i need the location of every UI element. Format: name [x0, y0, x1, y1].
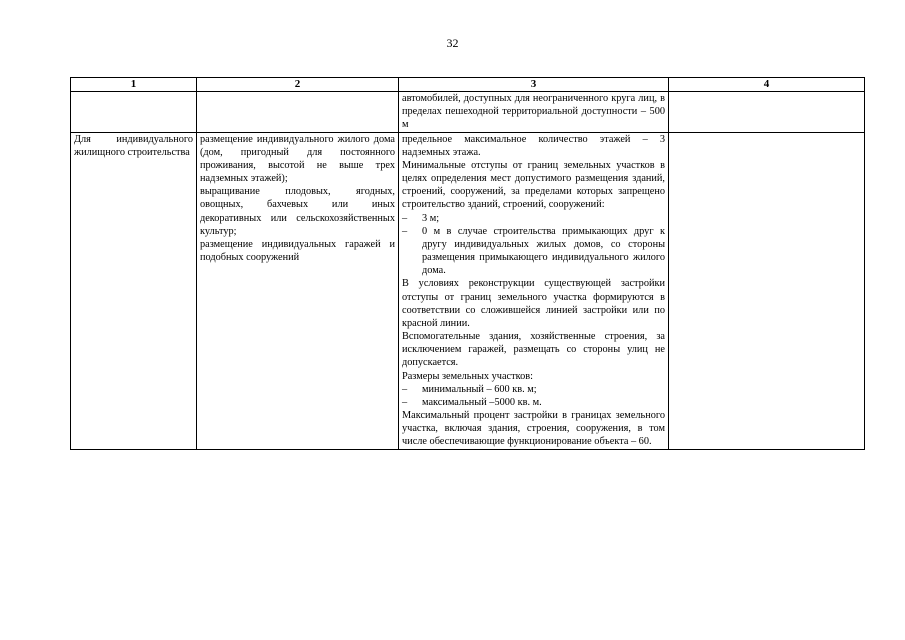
row2-col4	[669, 132, 865, 449]
list-item	[402, 396, 665, 409]
setback-intro-text: Минимальные отступы от границ земельных участков в целях определения мест допустимого размещения зданий, строений, сооружений, за пределами которых запрещено строительство зданий, строений, сооружений:	[402, 159, 665, 211]
header-cell-3: 3	[399, 78, 669, 92]
plot-size-min: минимальный – 600 кв. м;	[422, 383, 537, 395]
max-floors-text: предельное максимальное количество этажей – 3 надземных этажа.	[402, 133, 665, 158]
header-row	[71, 78, 865, 92]
max-coverage-text: Максимальный процент застройки в границах земельного участка, включая здания, строения, сооружения, в том числе обеспечивающие функционирование объекта – 60.	[402, 410, 665, 448]
row2-col1	[71, 132, 197, 449]
header-cell-2: 2	[197, 78, 399, 92]
plot-size-max: максимальный –5000 кв. м.	[422, 396, 542, 408]
header-cell-4: 4	[669, 78, 865, 92]
row1-col3	[399, 92, 669, 133]
dash-marker: –	[402, 225, 408, 237]
list-item	[402, 225, 665, 278]
row1-col1	[71, 92, 197, 133]
permitted-use-2: выращивание плодовых, ягодных, овощных, бахчевых или иных декоративных или сельскохозяйственных культур;	[200, 186, 395, 237]
permitted-use-1: размещение индивидуального жилого дома (дом, пригодный для постоянного проживания, высотой не выше трех надземных этажей);	[200, 133, 395, 185]
table-row	[71, 92, 865, 133]
row1-col3-text: автомобилей, доступных для неограниченного круга лиц, в пределах пешеходной территориальной доступности – 500 м	[402, 93, 665, 131]
row1-col2	[197, 92, 399, 133]
plot-sizes-heading: Размеры земельных участков:	[402, 370, 533, 382]
reconstruction-text: В условиях реконструкции существующей застройки отступы от границ земельного участка формируются в соответствии со сложившейся линией застройки или по красной линии.	[402, 278, 665, 329]
list-item	[402, 212, 665, 225]
setback-item-2: 0 м в случае строительства примыкающих друг к другу индивидуальных жилых домов, со стороны размещения примыкающего индивидуального жилого дома.	[422, 225, 665, 277]
dash-marker: –	[402, 396, 408, 408]
table-row	[71, 132, 865, 449]
land-use-type: Для индивидуального жилищного строительства	[74, 133, 193, 158]
row2-col2	[197, 132, 399, 449]
dash-marker: –	[402, 212, 408, 224]
permitted-use-3: размещение индивидуальных гаражей и подобных сооружений	[200, 238, 395, 264]
row1-col4	[669, 92, 865, 133]
list-item	[402, 383, 665, 396]
setback-item-1: 3 м;	[422, 212, 440, 224]
auxiliary-buildings-text: Вспомогательные здания, хозяйственные строения, за исключением гаражей, размещать со стороны улиц не допускается.	[402, 331, 665, 369]
dash-marker: –	[402, 383, 408, 395]
regulation-table	[70, 77, 865, 450]
header-cell-1: 1	[71, 78, 197, 92]
page-number: 32	[446, 36, 459, 50]
row2-col3	[399, 132, 669, 449]
